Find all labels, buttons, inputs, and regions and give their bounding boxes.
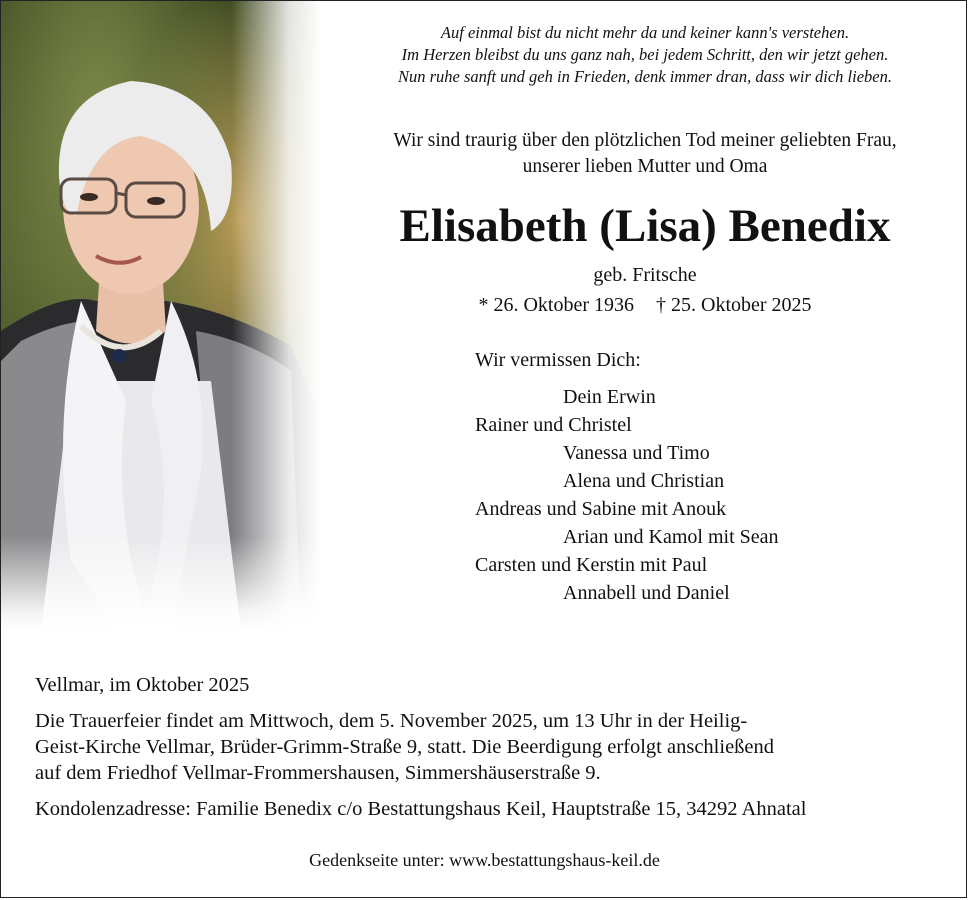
ceremony-line: auf dem Friedhof Vellmar-Frommershausen, Simmershäuserstraße 9. — [35, 762, 601, 784]
verse-line: Im Herzen bleibst du uns ganz nah, bei jedem Schritt, den wir jetzt gehen. — [401, 45, 889, 64]
mourner-row: Arian und Kamol mit Sean — [563, 526, 779, 548]
mourners-heading: Wir vermissen Dich: — [475, 349, 641, 371]
mourner-row: Dein Erwin — [563, 386, 656, 408]
mourner-row: Andreas und Sabine mit Anouk — [475, 498, 727, 520]
notice-footer — [35, 672, 955, 822]
intro-line: Wir sind traurig über den plötzlichen Tod meiner geliebten Frau, — [393, 130, 897, 151]
life-dates — [330, 292, 960, 318]
mourners-list — [475, 346, 955, 607]
intro-line: unserer lieben Mutter und Oma — [522, 156, 768, 177]
mourner-row: Alena und Christian — [563, 470, 725, 492]
mourner-row: Vanessa und Timo — [563, 442, 710, 464]
mourner-row: Carsten und Kerstin mit Paul — [475, 554, 708, 576]
birth-name: geb. Fritsche — [593, 264, 697, 286]
ceremony-line: Die Trauerfeier findet am Mittwoch, dem 5. November 2025, um 13 Uhr in der Heilig- — [35, 710, 748, 732]
deceased-name: Elisabeth (Lisa) Benedix — [399, 200, 891, 252]
place-date: Vellmar, im Oktober 2025 — [35, 674, 250, 696]
birth-date: * 26. Oktober 1936 — [478, 294, 634, 316]
ceremony-info — [35, 708, 955, 786]
condolence-address: Kondolenzadresse: Familie Benedix c/o Bestattungshaus Keil, Hauptstraße 15, 34292 Ahnatal — [35, 798, 807, 820]
mourner-row: Rainer und Christel — [475, 414, 632, 436]
verse-line: Auf einmal bist du nicht mehr da und keiner kann's verstehen. — [440, 23, 850, 42]
verse-line: Nun ruhe sanft und geh in Frieden, denk immer dran, dass wir dich lieben. — [397, 67, 893, 86]
memorial-website[interactable]: Gedenkseite unter: www.bestattungshaus-keil.de — [309, 850, 660, 870]
portrait-photo — [1, 1, 321, 631]
intro-text — [330, 128, 960, 180]
ceremony-line: Geist-Kirche Vellmar, Brüder-Grimm-Straße 9, statt. Die Beerdigung erfolgt anschließend — [35, 736, 775, 758]
death-date: † 25. Oktober 2025 — [656, 294, 812, 316]
memorial-verse — [330, 22, 960, 88]
mourner-row: Annabell und Daniel — [563, 582, 730, 604]
